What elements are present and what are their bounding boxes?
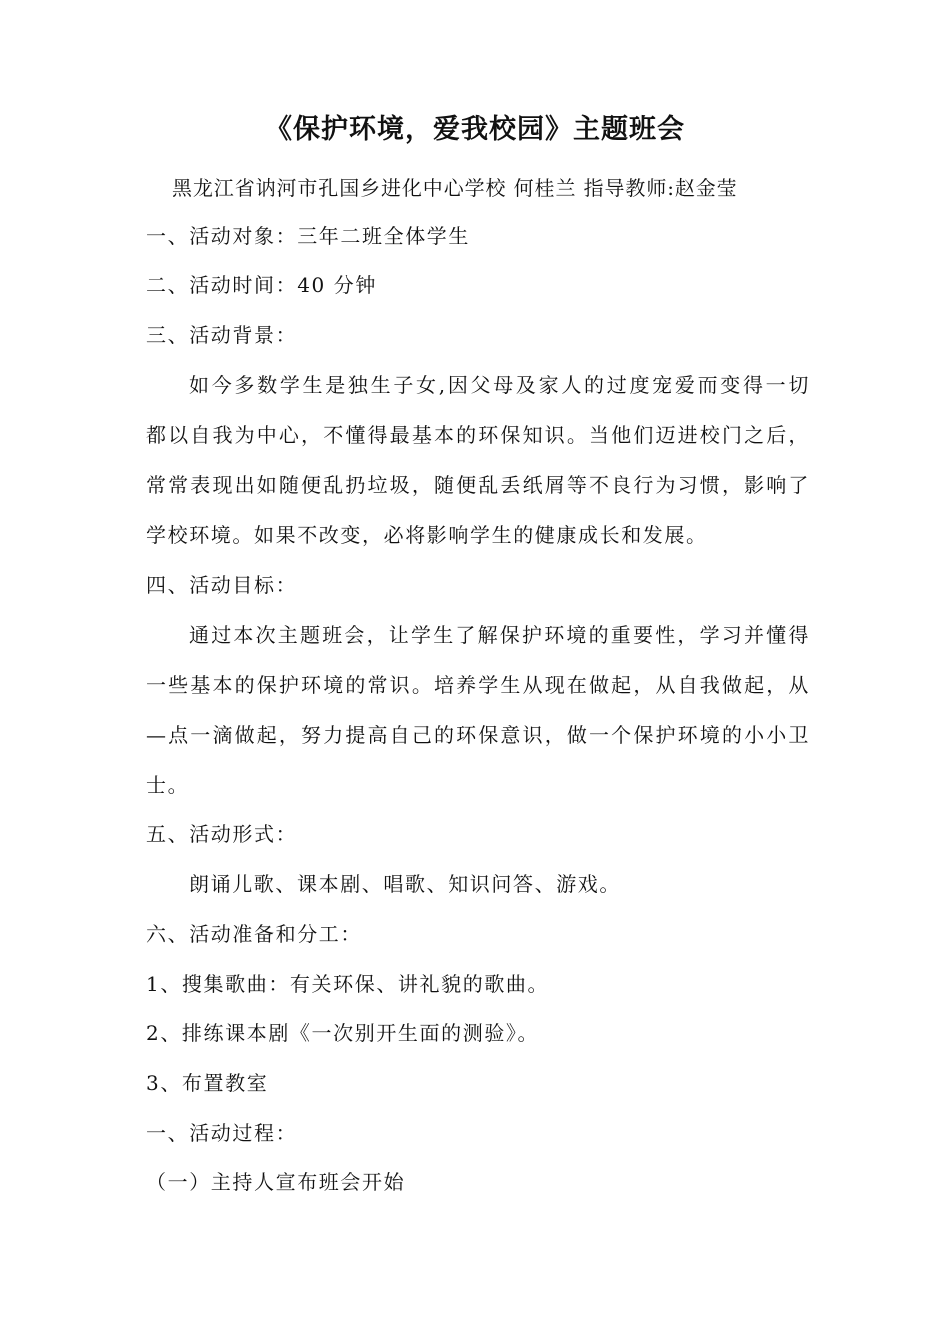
section-heading-process: 一、活动过程： (146, 1121, 298, 1145)
section-heading-object: 一、活动对象：三年二班全体学生 (146, 224, 470, 248)
paragraph-line: 如今多数学生是独生子女,因父母及家人的过度宠爱而变得一切 (189, 373, 810, 397)
paragraph-line: 都以自我为中心，不懂得最基本的环保知识。当他们迈进校门之后， (146, 423, 810, 447)
section-heading-background: 三、活动背景： (146, 323, 298, 347)
section-heading-goal: 四、活动目标： (146, 573, 298, 597)
paragraph-line: 士。 (146, 773, 190, 797)
section-heading-time: 二、活动时间：40 分钟 (146, 273, 378, 297)
section-heading-form: 五、活动形式： (146, 822, 298, 846)
document-title: 《保护环境，爱我校园》主题班会 (265, 114, 685, 145)
list-item: 3、布置教室 (146, 1071, 269, 1095)
list-item: 1、搜集歌曲：有关环保、讲礼貌的歌曲。 (146, 972, 550, 996)
paragraph-line: 学校环境。如果不改变，必将影响学生的健康成长和发展。 (146, 523, 708, 547)
paragraph-line: 通过本次主题班会，让学生了解保护环境的重要性，学习并懂得 (189, 623, 810, 647)
paragraph-line: 一些基本的保护环境的常识。培养学生从现在做起，从自我做起，从 (146, 673, 810, 697)
section-heading-preparation: 六、活动准备和分工： (146, 922, 362, 946)
subsection-heading: （一）主持人宣布班会开始 (146, 1170, 406, 1194)
paragraph-line: 常常表现出如随便乱扔垃圾，随便乱丢纸屑等不良行为习惯，影响了 (146, 473, 810, 497)
author-line: 黑龙江省讷河市孔国乡进化中心学校 何桂兰 指导教师:赵金莹 (172, 176, 738, 200)
list-item: 2、排练课本剧《一次别开生面的测验》。 (146, 1021, 540, 1045)
paragraph-line: 朗诵儿歌、课本剧、唱歌、知识问答、游戏。 (189, 872, 621, 896)
paragraph-line: —点一滴做起，努力提高自己的环保意识，做一个保护环境的小小卫 (146, 723, 810, 747)
